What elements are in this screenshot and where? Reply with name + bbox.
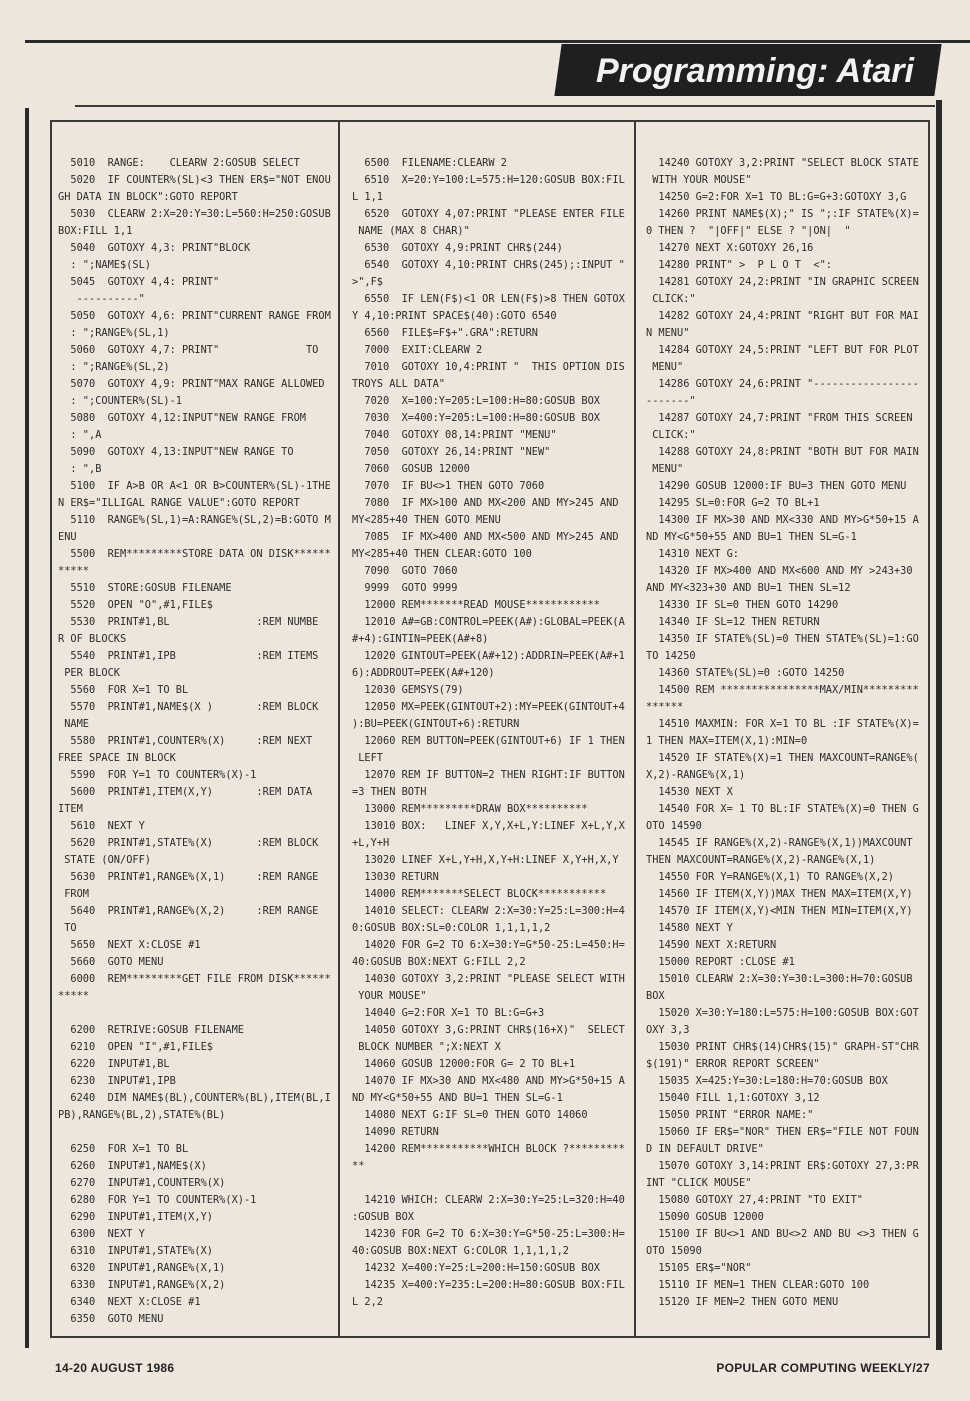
code-line: 7010 GOTOXY 10,4:PRINT " THIS OPTION DIS (352, 361, 625, 373)
code-line: : ";COUNTER%(SL)-1 (58, 395, 182, 407)
code-line: MY<285+40 THEN GOTO MENU (352, 514, 501, 526)
code-line: YOUR MOUSE" (352, 990, 427, 1002)
column-divider (634, 120, 636, 1338)
code-line: $(191)" ERROR REPORT SCREEN" (646, 1058, 820, 1070)
code-line: 15010 CLEARW 2:X=30:Y=30:L=300:H=70:GOSUB (646, 973, 913, 985)
code-line: 6290 INPUT#1,ITEM(X,Y) (58, 1211, 213, 1223)
code-line: ***** (58, 990, 89, 1002)
code-line: 14235 X=400:Y=235:L=200:H=80:GOSUB BOX:FIL (352, 1279, 625, 1291)
code-line: 7040 GOTOXY 08,14:PRINT "MENU" (352, 429, 557, 441)
top-rule (25, 40, 970, 43)
code-line: : ";RANGE%(SL,1) (58, 327, 170, 339)
code-line: 14540 FOR X= 1 TO BL:IF STATE%(X)=0 THEN G (646, 803, 919, 815)
code-line: 15080 GOTOXY 27,4:PRINT "TO EXIT" (646, 1194, 863, 1206)
code-line: 14030 GOTOXY 3,2:PRINT "PLEASE SELECT WITH (352, 973, 625, 985)
code-line: 5630 PRINT#1,RANGE%(X,1) :REM RANGE (58, 871, 319, 883)
code-line: 15035 X=425:Y=30:L=180:H=70:GOSUB BOX (646, 1075, 888, 1087)
code-line: 15030 PRINT CHR$(14)CHR$(15)" GRAPH-ST"CHR (646, 1041, 919, 1053)
code-line: 14320 IF MX>400 AND MX<600 AND MY >243+30 (646, 565, 913, 577)
code-line: 15050 PRINT "ERROR NAME:" (646, 1109, 814, 1121)
code-line: 6250 FOR X=1 TO BL (58, 1143, 189, 1155)
code-line: 5580 PRINT#1,COUNTER%(X) :REM NEXT (58, 735, 313, 747)
code-line (58, 1005, 336, 1022)
code-line: CLICK:" (646, 429, 696, 441)
code-line: =3 THEN BOTH (352, 786, 427, 798)
code-line: 14060 GOSUB 12000:FOR G= 2 TO BL+1 (352, 1058, 576, 1070)
code-line: 14570 IF ITEM(X,Y)<MIN THEN MIN=ITEM(X,Y) (646, 905, 913, 917)
code-line: ND MY<G*50+55 AND BU=1 THEN SL=G-1 (646, 531, 857, 543)
header-rule (75, 105, 935, 107)
code-line: 5040 GOTOXY 4,3: PRINT"BLOCK (58, 242, 251, 254)
code-line: 14000 REM*******SELECT BLOCK*********** (352, 888, 607, 900)
page-title: Programming: Atari (595, 52, 914, 90)
code-line: 0 THEN ? "|OFF|" ELSE ? "|ON| " (646, 225, 851, 237)
code-line: BLOCK NUMBER ";X:NEXT X (352, 1041, 501, 1053)
code-line: PER BLOCK (58, 667, 120, 679)
code-line: FROM (58, 888, 89, 900)
code-line: FREE SPACE IN BLOCK (58, 752, 176, 764)
code-line: 14050 GOTOXY 3,G:PRINT CHR$(16+X)" SELECT (352, 1024, 625, 1036)
code-line: N MENU" (646, 327, 690, 339)
code-line: 15090 GOSUB 12000 (646, 1211, 764, 1223)
code-line: -------" (646, 395, 696, 407)
code-line: : ",A (58, 429, 102, 441)
code-line: 5570 PRINT#1,NAME$(X ) :REM BLOCK (58, 701, 319, 713)
code-line: 14284 GOTOXY 24,5:PRINT "LEFT BUT FOR PLOT (646, 344, 919, 356)
code-line: 15120 IF MEN=2 THEN GOTO MENU (646, 1296, 839, 1308)
code-line: 5590 FOR Y=1 TO COUNTER%(X)-1 (58, 769, 257, 781)
code-line: 14270 NEXT X:GOTOXY 26,16 (646, 242, 814, 254)
code-line: 5640 PRINT#1,RANGE%(X,2) :REM RANGE (58, 905, 319, 917)
code-line: 5010 RANGE: CLEARW 2:GOSUB SELECT (58, 157, 300, 169)
code-line: D IN DEFAULT DRIVE" (646, 1143, 764, 1155)
code-line: BOX:FILL 1,1 (58, 225, 133, 237)
code-line: TO (58, 922, 77, 934)
code-line: 15110 IF MEN=1 THEN CLEAR:GOTO 100 (646, 1279, 870, 1291)
code-line: 6240 DIM NAME$(BL),COUNTER%(BL),ITEM(BL,I (58, 1092, 331, 1104)
code-line (352, 1175, 632, 1192)
code-line: 14530 NEXT X (646, 786, 733, 798)
code-line: >",F$ (352, 276, 383, 288)
code-line: 5030 CLEARW 2:X=20:Y=30:L=560:H=250:GOSUB (58, 208, 331, 220)
code-line: ):BU=PEEK(GINTOUT+6):RETURN (352, 718, 520, 730)
code-line: 6300 NEXT Y (58, 1228, 145, 1240)
code-line: 6280 FOR Y=1 TO COUNTER%(X)-1 (58, 1194, 257, 1206)
code-line: 15000 REPORT :CLOSE #1 (646, 956, 795, 968)
code-line: 5540 PRINT#1,IPB :REM ITEMS (58, 650, 319, 662)
code-line: 15020 X=30:Y=180:L=575:H=100:GOSUB BOX:GOT (646, 1007, 919, 1019)
code-line: 14295 SL=0:FOR G=2 TO BL+1 (646, 497, 820, 509)
code-line: 15060 IF ER$="NOR" THEN ER$="FILE NOT FOUN (646, 1126, 919, 1138)
footer-publication: POPULAR COMPUTING WEEKLY/27 (716, 1361, 930, 1375)
code-line: 6270 INPUT#1,COUNTER%(X) (58, 1177, 226, 1189)
code-line: 6540 GOTOXY 4,10:PRINT CHR$(245);:INPUT " (352, 259, 625, 271)
code-line: 5620 PRINT#1,STATE%(X) :REM BLOCK (58, 837, 319, 849)
code-line: ***** (58, 565, 89, 577)
code-line: STATE (ON/OFF) (58, 854, 151, 866)
code-line: Y 4,10:PRINT SPACE$(40):GOTO 6540 (352, 310, 557, 322)
code-line: 5600 PRINT#1,ITEM(X,Y) :REM DATA (58, 786, 313, 798)
code-line: 12060 REM BUTTON=PEEK(GINTOUT+6) IF 1 THEN (352, 735, 625, 747)
show-through-text (120, 48, 540, 88)
code-line: 6260 INPUT#1,NAME$(X) (58, 1160, 207, 1172)
code-line: NAME (MAX 8 CHAR)" (352, 225, 470, 237)
code-line: 14287 GOTOXY 24,7:PRINT "FROM THIS SCREEN (646, 412, 913, 424)
code-line: 14040 G=2:FOR X=1 TO BL:G=G+3 (352, 1007, 545, 1019)
code-line: WITH YOUR MOUSE" (646, 174, 752, 186)
code-line (58, 1124, 336, 1141)
code-line: 14286 GOTOXY 24,6:PRINT "----------------- (646, 378, 919, 390)
code-line: 5080 GOTOXY 4,12:INPUT"NEW RANGE FROM (58, 412, 306, 424)
code-line: AND MY<323+30 AND BU=1 THEN SL=12 (646, 582, 851, 594)
code-line: 7060 GOSUB 12000 (352, 463, 470, 475)
code-line: 14240 GOTOXY 3,2:PRINT "SELECT BLOCK STATE (646, 157, 919, 169)
code-line: 7000 EXIT:CLEARW 2 (352, 344, 483, 356)
code-line: 5610 NEXT Y (58, 820, 145, 832)
code-line: 14260 PRINT NAME$(X);" IS ";:IF STATE%(X)= (646, 208, 919, 220)
code-line: 7085 IF MX>400 AND MX<500 AND MY>245 AND (352, 531, 619, 543)
code-line: 14545 IF RANGE%(X,2)-RANGE%(X,1))MAXCOUNT (646, 837, 913, 849)
code-line: 13020 LINEF X+L,Y+H,X,Y+H:LINEF X,Y+H,X,Y (352, 854, 619, 866)
code-line: 14330 IF SL=0 THEN GOTO 14290 (646, 599, 839, 611)
code-line: 14590 NEXT X:RETURN (646, 939, 777, 951)
column-divider (338, 120, 340, 1338)
code-line: 6310 INPUT#1,STATE%(X) (58, 1245, 213, 1257)
footer-date: 14-20 AUGUST 1986 (55, 1361, 175, 1375)
code-line: L 1,1 (352, 191, 383, 203)
code-line: ----------" (58, 293, 145, 305)
code-line: X,2)-RANGE%(X,1) (646, 769, 746, 781)
code-line: OXY 3,3 (646, 1024, 690, 1036)
code-line: +L,Y+H (352, 837, 390, 849)
code-line: 14230 FOR G=2 TO 6:X=30:Y=G*50-25:L=300:H= (352, 1228, 625, 1240)
code-line: 5090 GOTOXY 4,13:INPUT"NEW RANGE TO (58, 446, 294, 458)
code-line: : ";NAME$(SL) (58, 259, 151, 271)
code-line: 12050 MX=PEEK(GINTOUT+2):MY=PEEK(GINTOUT+4 (352, 701, 625, 713)
code-line: 5045 GOTOXY 4,4: PRINT" (58, 276, 220, 288)
code-line: ITEM (58, 803, 83, 815)
code-line: 13010 BOX: LINEF X,Y,X+L,Y:LINEF X+L,Y,X (352, 820, 625, 832)
code-line: 14500 REM ****************MAX/MIN********* (646, 684, 919, 696)
code-line: 7050 GOTOXY 26,14:PRINT "NEW" (352, 446, 551, 458)
code-line: 14080 NEXT G:IF SL=0 THEN GOTO 14060 (352, 1109, 588, 1121)
code-line: THEN MAXCOUNT=RANGE%(X,2)-RANGE%(X,1) (646, 854, 876, 866)
code-line: 14281 GOTOXY 24,2:PRINT "IN GRAPHIC SCREEN (646, 276, 919, 288)
code-line: 5070 GOTOXY 4,9: PRINT"MAX RANGE ALLOWED (58, 378, 325, 390)
code-line: 5500 REM*********STORE DATA ON DISK****** (58, 548, 331, 560)
code-line: 6350 GOTO MENU (58, 1313, 164, 1325)
code-line: 6340 NEXT X:CLOSE #1 (58, 1296, 201, 1308)
right-margin-bar (936, 100, 942, 1350)
code-line: ****** (646, 701, 684, 713)
code-line: 14090 RETURN (352, 1126, 439, 1138)
code-line: MENU" (646, 361, 684, 373)
code-line: 9999 GOTO 9999 (352, 582, 458, 594)
code-line: 14560 IF ITEM(X,Y))MAX THEN MAX=ITEM(X,Y) (646, 888, 913, 900)
code-line: 14282 GOTOXY 24,4:PRINT "RIGHT BUT FOR MAI (646, 310, 919, 322)
code-line: :GOSUB BOX (352, 1211, 414, 1223)
code-line: 5110 RANGE%(SL,1)=A:RANGE%(SL,2)=B:GOTO M (58, 514, 331, 526)
code-line: 13030 RETURN (352, 871, 439, 883)
code-line: 14210 WHICH: CLEARW 2:X=30:Y=25:L=320:H=40 (352, 1194, 625, 1206)
code-line: CLICK:" (646, 293, 696, 305)
listing-column-3 (646, 155, 928, 1311)
listing-column-1 (58, 155, 336, 1328)
code-line: 5060 GOTOXY 4,7: PRINT" TO (58, 344, 319, 356)
code-line: 7070 IF BU<>1 THEN GOTO 7060 (352, 480, 545, 492)
code-line: ** (352, 1160, 365, 1172)
code-line: 14280 PRINT" > P L O T <": (646, 259, 832, 271)
code-line: PB),RANGE%(BL,2),STATE%(BL) (58, 1109, 226, 1121)
code-line: 5100 IF A>B OR A<1 OR B>COUNTER%(SL)-1THE (58, 480, 331, 492)
code-line: 14310 NEXT G: (646, 548, 739, 560)
code-line: 15105 ER$="NOR" (646, 1262, 752, 1274)
code-line: 6560 FILE$=F$+".GRA":RETURN (352, 327, 538, 339)
code-line: 7080 IF MX>100 AND MX<200 AND MY>245 AND (352, 497, 619, 509)
code-line: 5560 FOR X=1 TO BL (58, 684, 189, 696)
code-line: 5510 STORE:GOSUB FILENAME (58, 582, 232, 594)
code-line: 5520 OPEN "O",#1,FILE$ (58, 599, 213, 611)
code-line: 14232 X=400:Y=25:L=200:H=150:GOSUB BOX (352, 1262, 600, 1274)
code-line: 40:GOSUB BOX:NEXT G:COLOR 1,1,1,1,2 (352, 1245, 569, 1257)
code-line: 12070 REM IF BUTTON=2 THEN RIGHT:IF BUTTON (352, 769, 625, 781)
code-line: 7090 GOTO 7060 (352, 565, 458, 577)
code-line: 12010 A#=GB:CONTROL=PEEK(A#):GLOBAL=PEEK(A (352, 616, 625, 628)
code-line: 40:GOSUB BOX:NEXT G:FILL 2,2 (352, 956, 526, 968)
code-line: 6330 INPUT#1,RANGE%(X,2) (58, 1279, 226, 1291)
code-line: 6):ADDROUT=PEEK(A#+120) (352, 667, 495, 679)
code-line: 0:GOSUB BOX:SL=0:COLOR 1,1,1,1,2 (352, 922, 551, 934)
code-line: N ER$="ILLIGAL RANGE VALUE":GOTO REPORT (58, 497, 300, 509)
code-line: 6220 INPUT#1,BL (58, 1058, 170, 1070)
code-line: R OF BLOCKS (58, 633, 127, 645)
code-line: 15040 FILL 1,1:GOTOXY 3,12 (646, 1092, 820, 1104)
code-line: 14200 REM***********WHICH BLOCK ?********* (352, 1143, 625, 1155)
code-line: LEFT (352, 752, 383, 764)
code-line: 14340 IF SL=12 THEN RETURN (646, 616, 820, 628)
code-line: BOX (646, 990, 665, 1002)
code-line: 6000 REM*********GET FILE FROM DISK****** (58, 973, 331, 985)
code-line: 5650 NEXT X:CLOSE #1 (58, 939, 201, 951)
code-line: 15100 IF BU<>1 AND BU<>2 AND BU <>3 THEN G (646, 1228, 919, 1240)
code-line: 7020 X=100:Y=205:L=100:H=80:GOSUB BOX (352, 395, 600, 407)
code-line: NAME (58, 718, 89, 730)
code-line: 12030 GEMSYS(79) (352, 684, 464, 696)
code-line: 6230 INPUT#1,IPB (58, 1075, 176, 1087)
code-line: OTO 15090 (646, 1245, 702, 1257)
left-margin-bar (25, 108, 29, 1348)
code-line: 12000 REM*******READ MOUSE************ (352, 599, 600, 611)
code-line: 14360 STATE%(SL)=0 :GOTO 14250 (646, 667, 845, 679)
code-line: ENU (58, 531, 77, 543)
code-line: 6210 OPEN "I",#1,FILE$ (58, 1041, 213, 1053)
code-line: 14520 IF STATE%(X)=1 THEN MAXCOUNT=RANGE%( (646, 752, 919, 764)
code-line: L 2,2 (352, 1296, 383, 1308)
code-line: 5020 IF COUNTER%(SL)<3 THEN ER$="NOT ENOU (58, 174, 331, 186)
listing-column-2 (352, 155, 632, 1311)
code-line: 5530 PRINT#1,BL :REM NUMBE (58, 616, 319, 628)
code-line: 14020 FOR G=2 TO 6:X=30:Y=G*50-25:L=450:H= (352, 939, 625, 951)
code-line: OTO 14590 (646, 820, 702, 832)
code-line: 5050 GOTOXY 4,6: PRINT"CURRENT RANGE FROM (58, 310, 331, 322)
code-line: 14288 GOTOXY 24,8:PRINT "BOTH BUT FOR MAIN (646, 446, 919, 458)
code-line: 14290 GOSUB 12000:IF BU=3 THEN GOTO MENU (646, 480, 907, 492)
code-line: 14510 MAXMIN: FOR X=1 TO BL :IF STATE%(X)= (646, 718, 919, 730)
code-line: 14010 SELECT: CLEARW 2:X=30:Y=25:L=300:H=4 (352, 905, 625, 917)
code-line: MY<285+40 THEN CLEAR:GOTO 100 (352, 548, 532, 560)
code-line: 6320 INPUT#1,RANGE%(X,1) (58, 1262, 226, 1274)
code-line: TROYS ALL DATA" (352, 378, 445, 390)
code-line: ND MY<G*50+55 AND BU=1 THEN SL=G-1 (352, 1092, 563, 1104)
code-line: TO 14250 (646, 650, 696, 662)
code-line: 6500 FILENAME:CLEARW 2 (352, 157, 507, 169)
code-line: #+4):GINTIN=PEEK(A#+8) (352, 633, 489, 645)
code-line: 14350 IF STATE%(SL)=0 THEN STATE%(SL)=1:GO (646, 633, 919, 645)
code-line: 15070 GOTOXY 3,14:PRINT ER$:GOTOXY 27,3:PR (646, 1160, 919, 1172)
code-line: INT "CLICK MOUSE" (646, 1177, 752, 1189)
code-line: 14070 IF MX>30 AND MX<480 AND MY>G*50+15 A (352, 1075, 625, 1087)
code-line: 14300 IF MX>30 AND MX<330 AND MY>G*50+15 A (646, 514, 919, 526)
code-line: 12020 GINTOUT=PEEK(A#+12):ADDRIN=PEEK(A#+1 (352, 650, 625, 662)
code-line: 14550 FOR Y=RANGE%(X,1) TO RANGE%(X,2) (646, 871, 894, 883)
code-line: 14580 NEXT Y (646, 922, 733, 934)
code-line: 14250 G=2:FOR X=1 TO BL:G=G+3:GOTOXY 3,G (646, 191, 907, 203)
code-line: 5660 GOTO MENU (58, 956, 164, 968)
code-line: 6510 X=20:Y=100:L=575:H=120:GOSUB BOX:FIL (352, 174, 625, 186)
code-line: GH DATA IN BLOCK":GOTO REPORT (58, 191, 238, 203)
code-line: 6520 GOTOXY 4,07:PRINT "PLEASE ENTER FILE (352, 208, 625, 220)
code-line: MENU" (646, 463, 684, 475)
code-line: : ";RANGE%(SL,2) (58, 361, 170, 373)
code-line: 1 THEN MAX=ITEM(X,1):MIN=0 (646, 735, 808, 747)
code-line: 7030 X=400:Y=205:L=100:H=80:GOSUB BOX (352, 412, 600, 424)
code-line: 6200 RETRIVE:GOSUB FILENAME (58, 1024, 244, 1036)
code-line: 13000 REM*********DRAW BOX********** (352, 803, 588, 815)
code-line: 6550 IF LEN(F$)<1 OR LEN(F$)>8 THEN GOTOX (352, 293, 625, 305)
code-line: : ",B (58, 463, 102, 475)
code-line: 6530 GOTOXY 4,9:PRINT CHR$(244) (352, 242, 563, 254)
